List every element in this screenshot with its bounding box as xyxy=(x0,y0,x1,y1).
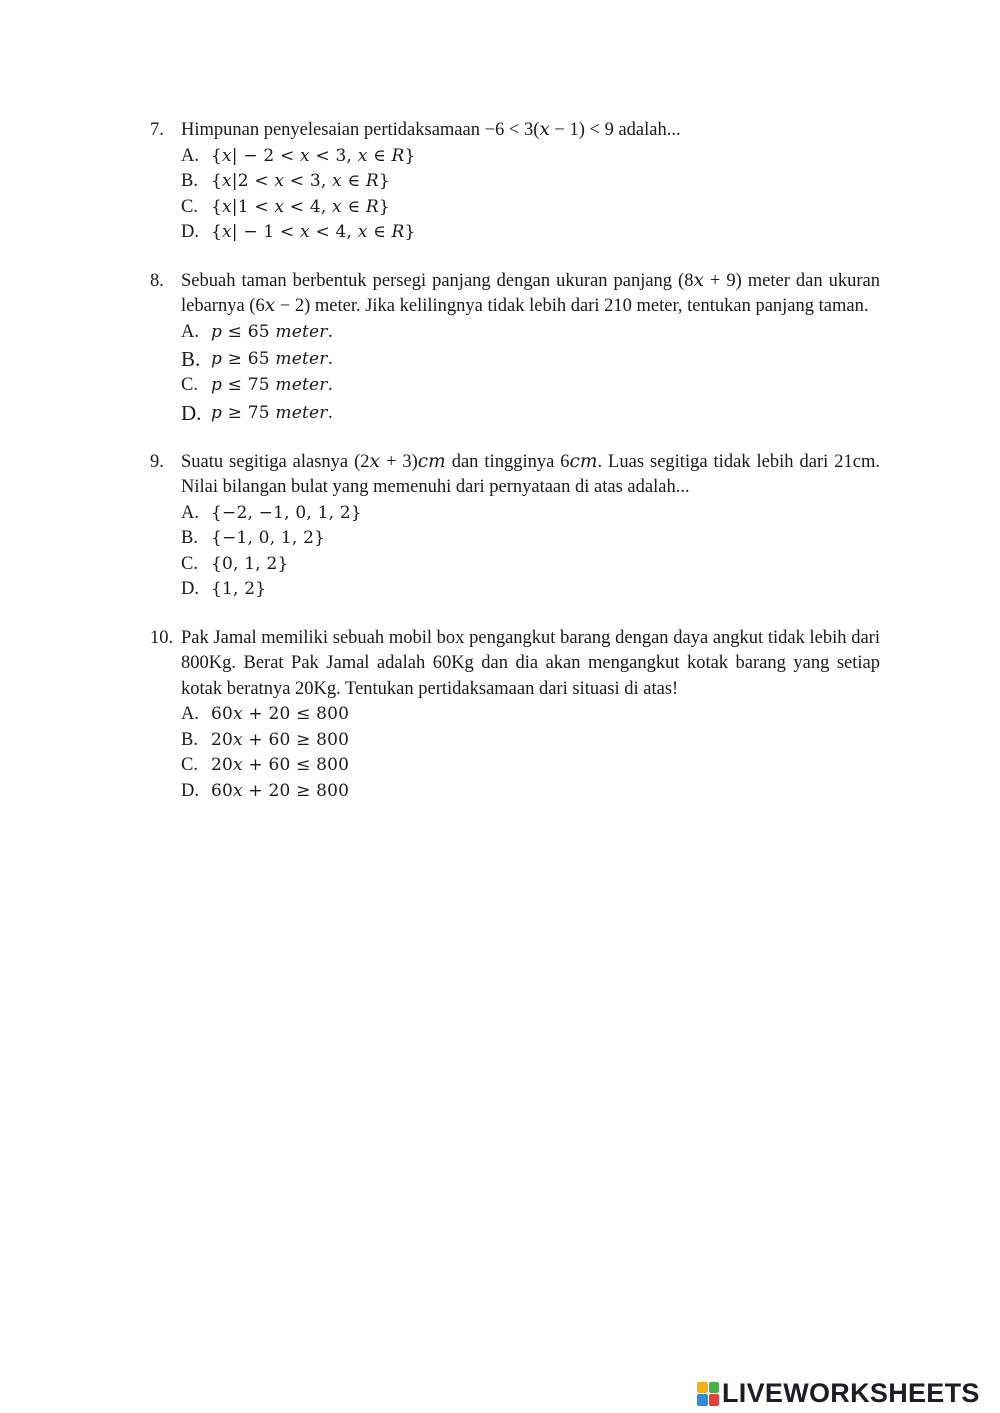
question-8 xyxy=(150,269,880,427)
option-text: 60𝑥 + 20 ≤ 800 xyxy=(211,704,350,724)
question-text: Himpunan penyelesaian pertidaksamaan −6 < 3(𝑥 − 1) < 9 adalah... xyxy=(181,120,681,140)
option-c[interactable] xyxy=(181,753,880,779)
option-text: 𝑝 ≤ 75 𝑚𝑒𝑡𝑒𝑟. xyxy=(211,375,334,395)
question-9 xyxy=(150,450,880,603)
option-text: {−1, 0, 1, 2} xyxy=(211,528,326,548)
question-7 xyxy=(150,118,880,246)
logo-square-icon xyxy=(697,1394,708,1406)
option-text: {𝑥|2 < 𝑥 < 3, 𝑥 ∈ 𝑅} xyxy=(211,171,390,191)
option-text: 60𝑥 + 20 ≥ 800 xyxy=(211,780,350,801)
option-b[interactable] xyxy=(181,345,880,373)
option-b[interactable] xyxy=(181,728,880,754)
option-text: {𝑥| − 1 < 𝑥 < 4, 𝑥 ∈ 𝑅} xyxy=(211,222,416,242)
question-number: 8. xyxy=(150,270,164,291)
option-letter: C. xyxy=(181,553,198,574)
option-list xyxy=(181,702,880,804)
worksheet xyxy=(150,118,880,827)
option-text: {0, 1, 2} xyxy=(211,553,289,574)
option-a[interactable] xyxy=(181,501,880,527)
question-number: 7. xyxy=(150,120,164,140)
option-c[interactable] xyxy=(181,195,880,221)
option-d[interactable] xyxy=(181,779,880,805)
option-a[interactable] xyxy=(181,702,880,728)
option-letter: B. xyxy=(181,347,201,371)
option-b[interactable] xyxy=(181,169,880,195)
option-letter: D. xyxy=(181,400,202,425)
option-letter: A. xyxy=(181,321,199,342)
option-text: 𝑝 ≤ 65 𝑚𝑒𝑡𝑒𝑟. xyxy=(211,321,334,342)
option-list xyxy=(181,144,880,246)
logo-square-icon xyxy=(697,1382,708,1394)
question-text: Suatu segitiga alasnya (2𝑥 + 3)𝑐𝑚 dan tingginya 6𝑐𝑚. Luas segitiga tidak lebih dari 21cm. Nilai bilangan bulat yang memenuhi dari pernyataan di atas adalah... xyxy=(181,451,880,497)
question-number: 9. xyxy=(150,451,164,472)
option-a[interactable] xyxy=(181,320,880,346)
option-text: 20𝑥 + 60 ≥ 800 xyxy=(211,729,350,750)
option-letter: A. xyxy=(181,502,199,523)
option-letter: C. xyxy=(181,755,198,775)
option-d[interactable] xyxy=(181,399,880,427)
logo-square-icon xyxy=(709,1394,720,1406)
option-text: {𝑥|1 < 𝑥 < 4, 𝑥 ∈ 𝑅} xyxy=(211,196,390,217)
option-text: {𝑥| − 2 < 𝑥 < 3, 𝑥 ∈ 𝑅} xyxy=(211,145,416,166)
option-letter: D. xyxy=(181,222,199,242)
option-letter: C. xyxy=(181,196,198,217)
option-d[interactable] xyxy=(181,577,880,603)
option-c[interactable] xyxy=(181,552,880,578)
option-d[interactable] xyxy=(181,220,880,246)
question-number: 10. xyxy=(150,627,174,648)
option-list xyxy=(181,501,880,603)
option-letter: D. xyxy=(181,780,199,801)
option-letter: A. xyxy=(181,704,199,724)
option-letter: A. xyxy=(181,145,199,166)
option-list xyxy=(181,320,880,427)
logo-square-icon xyxy=(709,1382,720,1394)
option-text: 20𝑥 + 60 ≤ 800 xyxy=(211,755,350,775)
liveworksheets-logo-icon xyxy=(697,1382,719,1406)
question-text: Sebuah taman berbentuk persegi panjang dengan ukuran panjang (8𝑥 + 9) meter dan ukuran lebarnya (6𝑥 − 2) meter. Jika kelilingnya tidak lebih dari 210 meter, tentukan panjang taman. xyxy=(181,270,880,316)
option-letter: B. xyxy=(181,528,198,548)
option-text: 𝑝 ≥ 65 𝑚𝑒𝑡𝑒𝑟. xyxy=(211,349,334,369)
option-letter: B. xyxy=(181,729,198,750)
liveworksheets-logo xyxy=(697,1378,980,1409)
option-letter: D. xyxy=(181,579,199,599)
logo-text: LIVEWORKSHEETS xyxy=(722,1378,980,1408)
question-10 xyxy=(150,626,880,805)
option-text: 𝑝 ≥ 75 𝑚𝑒𝑡𝑒𝑟. xyxy=(211,402,334,423)
option-c[interactable] xyxy=(181,373,880,399)
option-letter: B. xyxy=(181,171,198,191)
option-letter: C. xyxy=(181,375,198,395)
option-b[interactable] xyxy=(181,526,880,552)
question-text: Pak Jamal memiliki sebuah mobil box pengangkut barang dengan daya angkut tidak lebih dari 800Kg. Berat Pak Jamal adalah 60Kg dan dia akan mengangkut kotak barang yang setiap kotak beratnya 20Kg. Tentukan pertidaksamaan dari situasi di atas! xyxy=(181,627,880,699)
option-a[interactable] xyxy=(181,144,880,170)
option-text: {1, 2} xyxy=(211,579,267,599)
option-text: {−2, −1, 0, 1, 2} xyxy=(211,502,362,523)
